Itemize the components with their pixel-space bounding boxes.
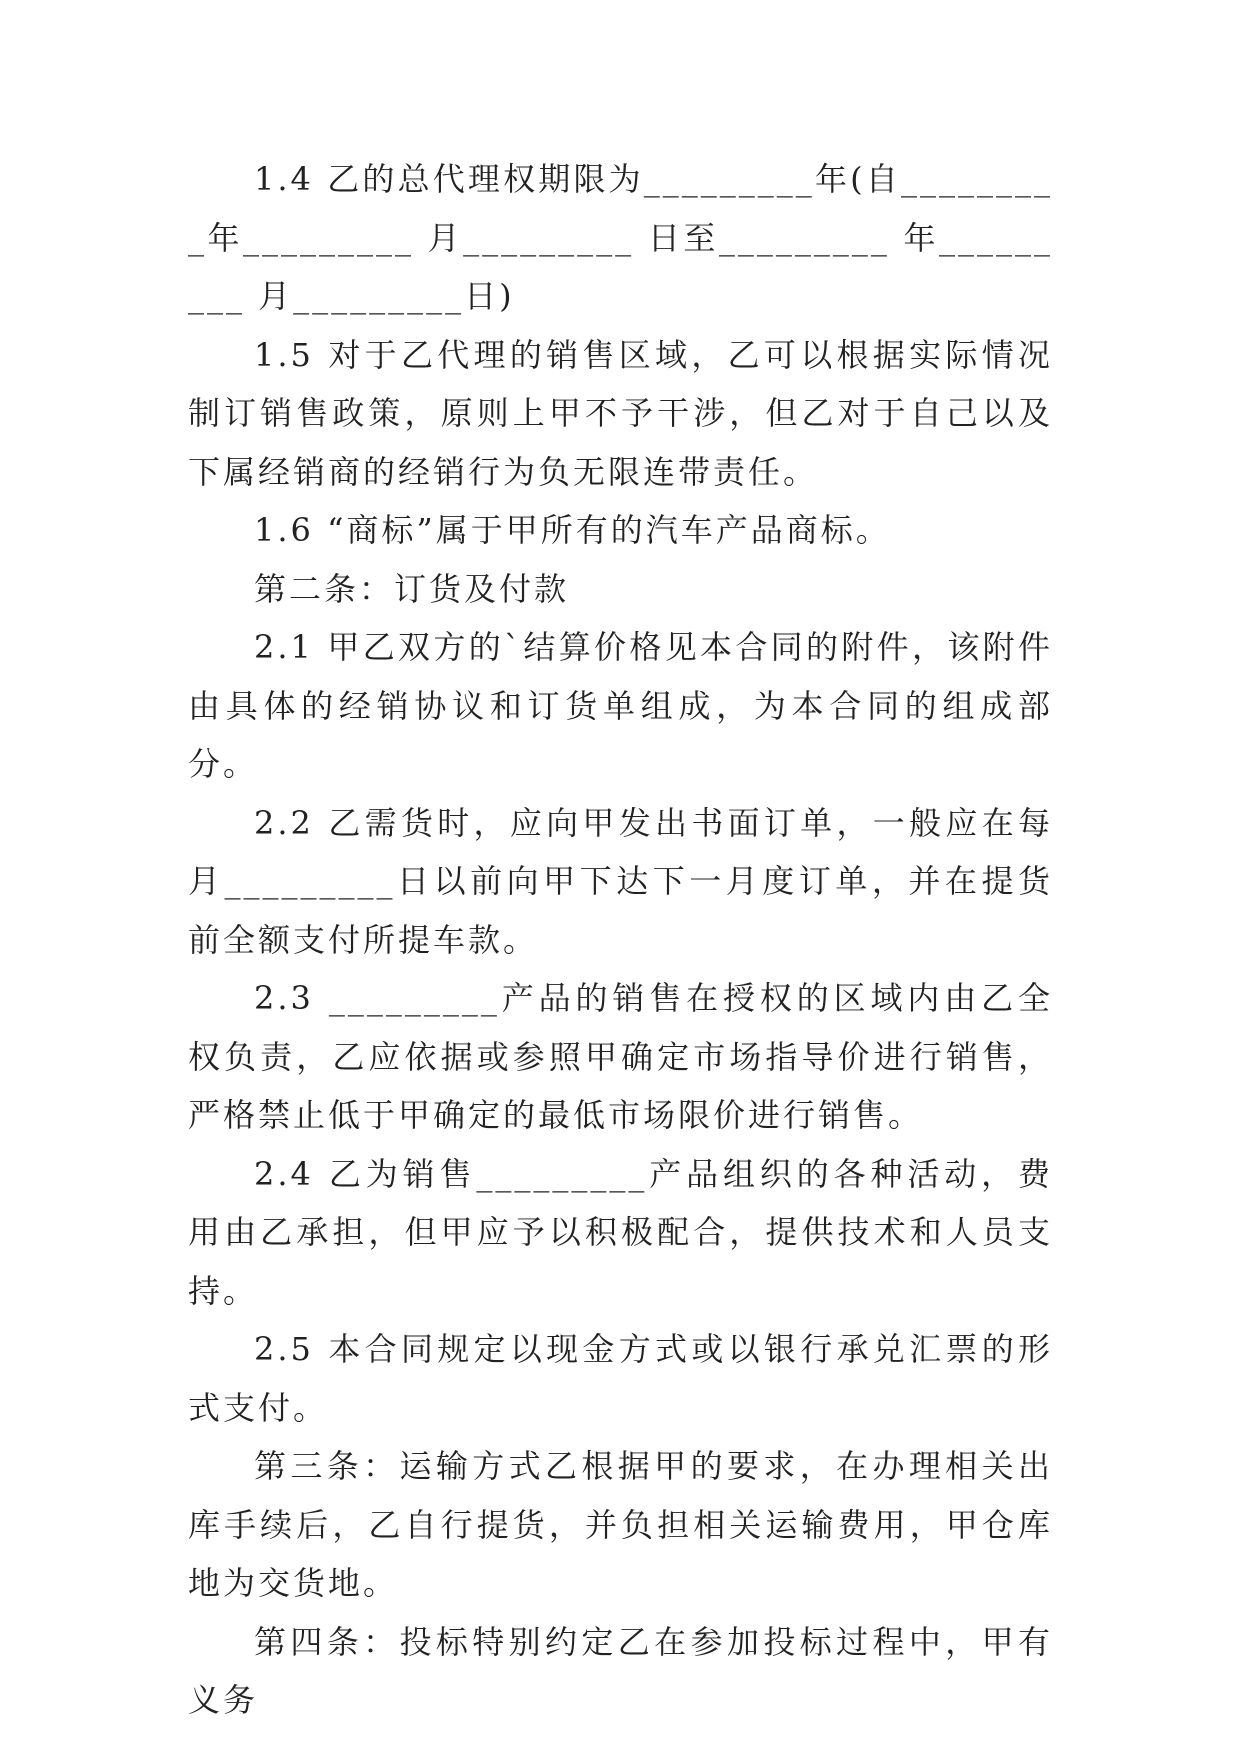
- clause-1-6: 1.6 “商标”属于甲所有的汽车产品商标。: [254, 511, 891, 549]
- clause-2-5: 2.5 本合同规定以现金方式或以银行承兑汇票的形式支付。: [188, 1330, 1053, 1427]
- clause-2-4: 2.4 乙为销售_________产品组织的各种活动，费用由乙承担，但甲应予以积极配合，提供技术和人员支持。: [188, 1154, 1053, 1310]
- article-4: 第四条：投标特别约定乙在参加投标过程中，甲有义务: [188, 1622, 1053, 1719]
- document-body: [188, 150, 1053, 1730]
- clause-1-4: 1.4 乙的总代理权期限为_________年(自_________年_________ 月_________ 日至_________ 年_________ 月_________日): [188, 160, 1053, 315]
- article-2-heading: 第二条：订货及付款: [254, 569, 570, 608]
- clause-2-3: 2.3 _________产品的销售在授权的区域内由乙全权负责，乙应依据或参照甲确定市场指导价进行销售，严格禁止低于甲确定的最低市场限价进行销售。: [188, 979, 1053, 1134]
- clause-2-2: 2.2 乙需货时，应向甲发出书面订单，一般应在每月_________日以前向甲下达下一月度订单，并在提货前全额支付所提车款。: [188, 803, 1053, 959]
- clause-2-1: 2.1 甲乙双方的`结算价格见本合同的附件，该附件由具体的经销协议和订货单组成，为本合同的组成部分。: [188, 628, 1053, 783]
- clause-1-5: 1.5 对于乙代理的销售区域，乙可以根据实际情况制订销售政策，原则上甲不予干涉，但乙对于自己以及下属经销商的经销行为负无限连带责任。: [188, 335, 1053, 491]
- article-3: 第三条：运输方式乙根据甲的要求，在办理相关出库手续后，乙自行提货，并负担相关运输费用，甲仓库地为交货地。: [188, 1447, 1053, 1602]
